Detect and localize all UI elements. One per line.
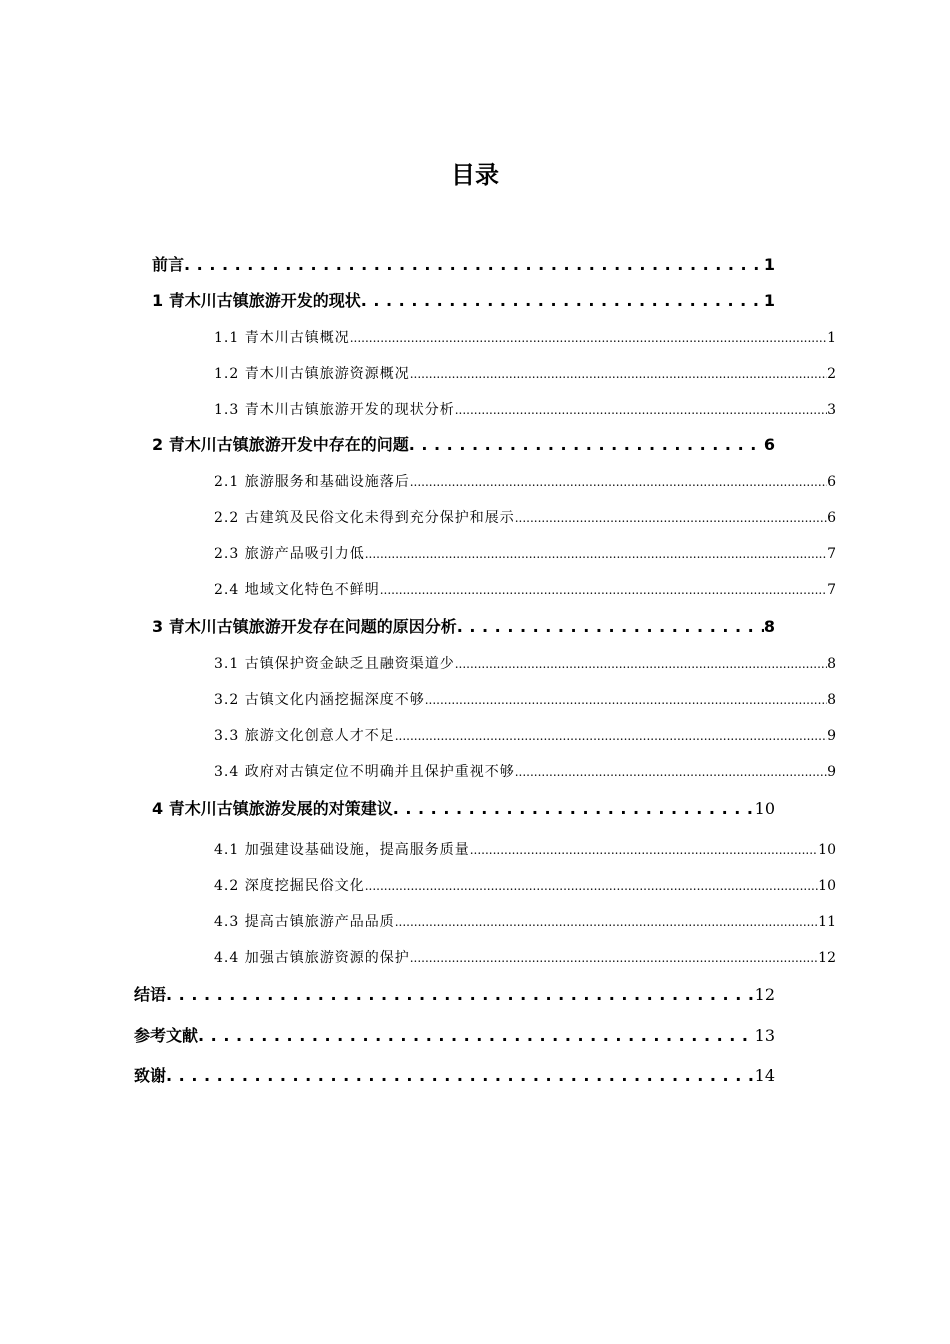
toc-leader-dots [395,726,827,746]
toc-page-number: 10 [818,842,836,858]
toc-entry-label: 结语 [134,985,167,1004]
toc-entry-label: 参考文献 [134,1026,199,1045]
toc-entry-section-4-3[interactable] [214,906,836,932]
toc-entry-section-3-4[interactable] [214,756,836,782]
toc-page-number: 10 [754,799,775,818]
toc-entry-preface[interactable] [152,250,775,276]
toc-entry-section-1-1[interactable] [214,322,836,348]
toc-entry-label: 1.1 青木川古镇概况 [214,330,350,346]
toc-leader-dots [361,290,764,312]
toc-entry-label: 1 青木川古镇旅游开发的现状 [152,291,361,310]
toc-entry-chapter-2[interactable] [152,430,775,456]
toc-entry-label: 前言 [152,255,185,274]
toc-leader-dots [365,876,818,896]
toc-page-number: 11 [818,914,836,930]
toc-entry-section-3-3[interactable] [214,720,836,746]
toc-leader-dots [350,328,827,348]
toc-entry-label: 2 青木川古镇旅游开发中存在的问题 [152,435,409,454]
toc-leader-dots [365,544,827,564]
toc-page-number: 7 [827,546,836,562]
toc-entry-label: 2.1 旅游服务和基础设施落后 [214,474,410,490]
toc-page-number: 12 [754,985,775,1004]
toc-entry-label: 4.4 加强古镇旅游资源的保护 [214,950,410,966]
toc-page-number: 6 [827,474,836,490]
toc-page-number: 1 [763,291,775,310]
toc-page-number: 7 [827,582,836,598]
toc-page-number: 12 [818,950,836,966]
toc-entry-section-4-4[interactable] [214,942,836,968]
toc-entry-section-3-2[interactable] [214,684,836,710]
toc-title: 目录 [451,161,499,189]
toc-leader-dots [184,254,764,276]
toc-entry-label: 3.2 古镇文化内涵挖掘深度不够 [214,692,425,708]
toc-entry-label: 2.3 旅游产品吸引力低 [214,546,365,562]
toc-page-number: 8 [827,692,836,708]
toc-leader-dots [380,580,827,600]
toc-entry-section-4-2[interactable] [214,870,836,896]
toc-leader-dots [515,762,827,782]
toc-page-number: 8 [827,656,836,672]
toc-leader-dots [198,1025,755,1047]
toc-leader-dots [470,840,818,860]
toc-page-number: 13 [754,1026,775,1045]
toc-entry-label: 4.3 提高古镇旅游产品品质 [214,914,395,930]
toc-page-number: 2 [827,366,836,382]
toc-page-number: 6 [827,510,836,526]
toc-page-number: 6 [763,435,775,454]
toc-entry-chapter-1[interactable] [152,286,775,312]
toc-entry-section-2-2[interactable] [214,502,836,528]
toc-page-number: 1 [827,330,836,346]
toc-page-number: 8 [763,617,775,636]
toc-entry-label: 3.4 政府对古镇定位不明确并且保护重视不够 [214,764,515,780]
toc-leader-dots [409,434,764,456]
toc-entry-section-2-4[interactable] [214,574,836,600]
toc-leader-dots [410,364,827,384]
toc-leader-dots [425,690,827,710]
toc-leader-dots [455,654,827,674]
toc-leader-dots [395,912,818,932]
toc-page-number: 9 [827,764,836,780]
toc-entry-label: 1.2 青木川古镇旅游资源概况 [214,366,410,382]
toc-entry-label: 2.2 古建筑及民俗文化未得到充分保护和展示 [214,510,515,526]
toc-leader-dots [166,1065,755,1087]
toc-entry-conclusion[interactable] [134,980,775,1006]
toc-entry-label: 4.2 深度挖掘民俗文化 [214,878,365,894]
toc-leader-dots [410,472,827,492]
toc-entry-chapter-4[interactable] [152,794,775,820]
toc-page-number: 3 [827,402,836,418]
toc-entry-label: 4.1 加强建设基础设施，提高服务质量 [214,842,470,858]
toc-page-number: 1 [763,255,775,274]
toc-leader-dots [393,798,755,820]
toc-entry-references[interactable] [134,1021,775,1047]
toc-leader-dots [455,400,827,420]
toc-leader-dots [410,948,818,968]
toc-entry-section-4-1[interactable] [214,834,836,860]
toc-page-number: 9 [827,728,836,744]
toc-entry-section-2-1[interactable] [214,466,836,492]
toc-entry-section-2-3[interactable] [214,538,836,564]
toc-entry-label: 4 青木川古镇旅游发展的对策建议 [152,799,393,818]
toc-page-number: 14 [754,1066,775,1085]
toc-entry-label: 3.1 古镇保护资金缺乏且融资渠道少 [214,656,455,672]
toc-entry-section-1-3[interactable] [214,394,836,420]
toc-entry-label: 2.4 地域文化特色不鲜明 [214,582,380,598]
toc-entry-label: 3 青木川古镇旅游开发存在问题的原因分析 [152,617,457,636]
toc-entry-label: 3.3 旅游文化创意人才不足 [214,728,395,744]
toc-page-number: 10 [818,878,836,894]
toc-entry-acknowledgements[interactable] [134,1061,775,1087]
toc-entry-section-3-1[interactable] [214,648,836,674]
toc-entry-section-1-2[interactable] [214,358,836,384]
toc-entry-label: 1.3 青木川古镇旅游开发的现状分析 [214,402,455,418]
toc-entry-label: 致谢 [134,1066,167,1085]
toc-entry-chapter-3[interactable] [152,612,775,638]
toc-leader-dots [515,508,827,528]
toc-leader-dots [166,984,755,1006]
toc-leader-dots [457,616,764,638]
